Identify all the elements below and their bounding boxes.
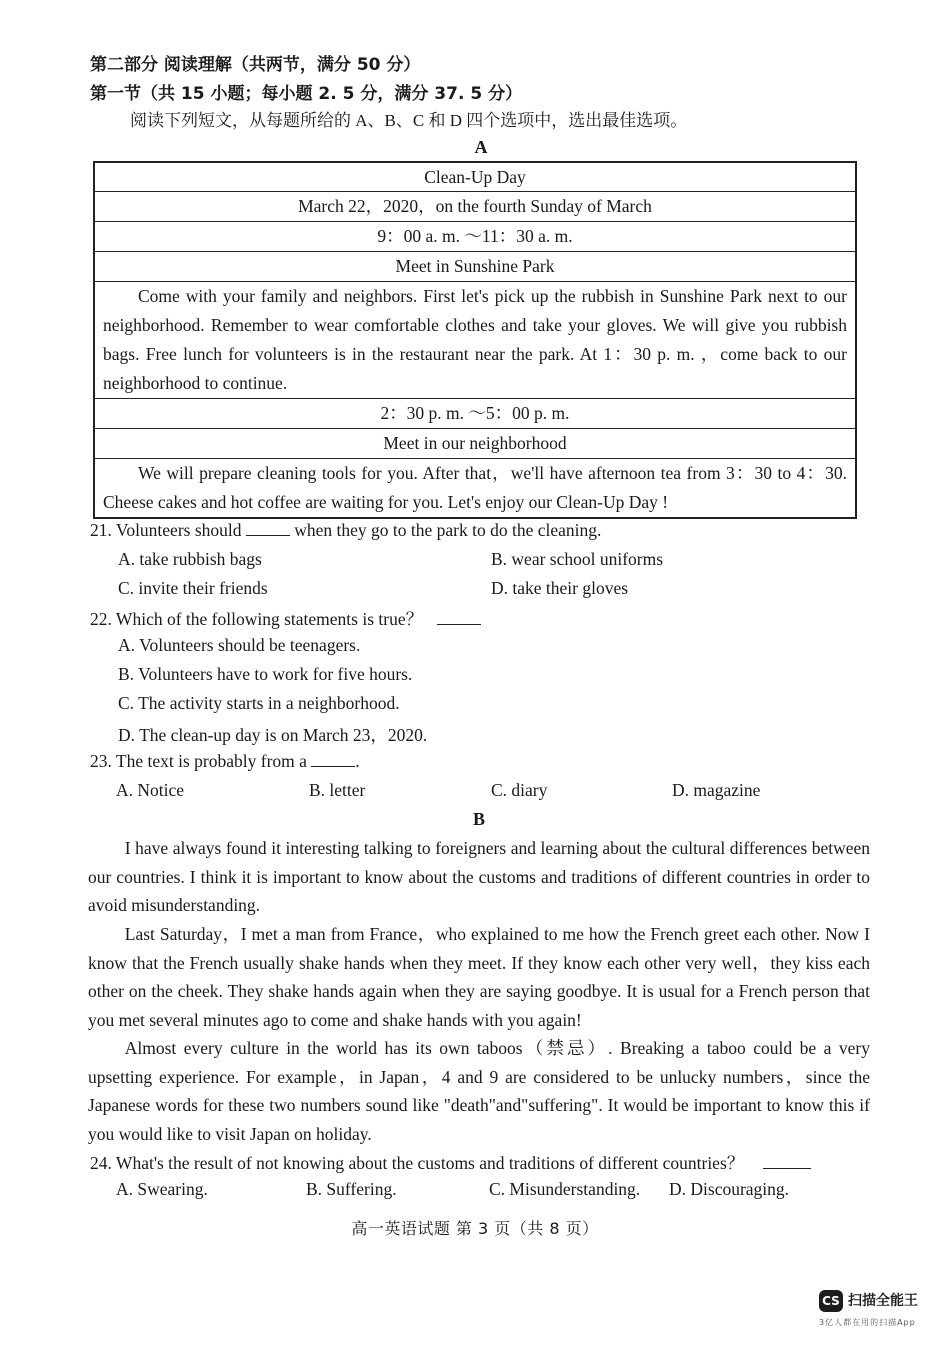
page-footer: 高一英语试题 第 3 页（共 8 页） bbox=[351, 1219, 599, 1238]
notice-morning-time: 9：00 a. m. ～11：30 a. m. bbox=[95, 222, 855, 252]
question-21-stem-start: 21. Volunteers should bbox=[90, 520, 242, 540]
scanner-app-name: 扫描全能王 bbox=[848, 1293, 918, 1309]
q24-option-b: B. Suffering. bbox=[306, 1179, 397, 1199]
notice-title: Clean-Up Day bbox=[95, 163, 855, 192]
notice-date: March 22，2020，on the fourth Sunday of March bbox=[95, 192, 855, 222]
scanner-watermark bbox=[819, 1288, 941, 1332]
scanner-logo-icon: CS bbox=[819, 1290, 843, 1312]
passage-a-label: A bbox=[474, 137, 488, 157]
q21-option-b: B. wear school uniforms bbox=[491, 549, 664, 569]
question-24 bbox=[90, 1150, 811, 1175]
notice-table bbox=[93, 161, 857, 519]
q24-option-a: A. Swearing. bbox=[116, 1179, 208, 1199]
part-title: 第二部分 阅读理解（共两节，满分 50 分） bbox=[90, 55, 421, 75]
question-22 bbox=[90, 606, 481, 631]
question-23-stem-start: 23. The text is probably from a bbox=[90, 751, 307, 771]
question-21 bbox=[90, 520, 601, 541]
q22-option-c: C. The activity starts in a neighborhood. bbox=[118, 693, 400, 713]
notice-morning-place: Meet in Sunshine Park bbox=[95, 252, 855, 282]
passage-b-paragraph-1: I have always found it interesting talking to foreigners and learning about the cultural differences between our countries. I think it is important to know about the customs and traditions of different countries in order to avoid misunderstanding. bbox=[88, 838, 870, 916]
q21-option-c: C. invite their friends bbox=[118, 578, 268, 598]
answer-blank bbox=[763, 1154, 811, 1169]
question-24-stem: 24. What's the result of not knowing about the customs and traditions of different countries？ bbox=[90, 1153, 745, 1173]
question-23 bbox=[90, 751, 360, 772]
q21-option-d: D. take their gloves bbox=[491, 578, 629, 598]
q22-option-a: A. Volunteers should be teenagers. bbox=[118, 635, 361, 655]
q23-option-d: D. magazine bbox=[672, 780, 761, 800]
question-23-stem-end: . bbox=[355, 751, 360, 771]
passage-b-paragraph-2: Last Saturday，I met a man from France，who explained to me how the French greet each other. Now I know that the French usually shake hands when they meet. If they know each other very well，they kiss each other on the cheek. They shake hands again when they are saying goodbye. It is usual for a French person that you met several minutes ago to come and shake hands with you again! bbox=[88, 924, 870, 1030]
notice-afternoon-text: We will prepare cleaning tools for you. After that，we'll have afternoon tea from 3：30 to 4：30. Cheese cakes and hot coffee are waiting for you. Let's enjoy our Clean-Up Day ! bbox=[103, 463, 847, 512]
answer-blank bbox=[437, 610, 481, 625]
notice-afternoon-place: Meet in our neighborhood bbox=[95, 429, 855, 459]
answer-blank bbox=[246, 521, 290, 536]
q23-option-c: C. diary bbox=[491, 780, 548, 800]
scanner-tagline: 3亿人都在用的扫描App bbox=[819, 1318, 916, 1327]
passage-b-label: B bbox=[472, 809, 485, 829]
q22-option-b: B. Volunteers have to work for five hours. bbox=[118, 664, 413, 684]
q23-option-b: B. letter bbox=[309, 780, 366, 800]
q22-option-d: D. The clean-up day is on March 23，2020. bbox=[118, 725, 428, 745]
q24-option-d: D. Discouraging. bbox=[669, 1179, 790, 1199]
q23-option-a: A. Notice bbox=[116, 780, 185, 800]
q24-option-c: C. Misunderstanding. bbox=[489, 1179, 641, 1199]
instruction-text: 阅读下列短文，从每题所给的 A、B、C 和 D 四个选项中，选出最佳选项。 bbox=[130, 111, 688, 130]
passage-b-paragraph-3: Almost every culture in the world has its own taboos（禁忌）. Breaking a taboo could be a very upsetting experience. For example，in Japan，4 and 9 are considered to be unlucky numbers，since the Japanese words for these two numbers sound like "death"and"suffering". It would be important to know this if you would like to visit Japan on holiday. bbox=[88, 1038, 870, 1144]
question-21-stem-end: when they go to the park to do the cleaning. bbox=[294, 520, 602, 540]
notice-afternoon-time: 2：30 p. m. ～5：00 p. m. bbox=[95, 399, 855, 429]
question-22-stem: 22. Which of the following statements is true？ bbox=[90, 609, 424, 629]
notice-morning-text: Come with your family and neighbors. First let's pick up the rubbish in Sunshine Park next to our neighborhood. Remember to wear comfortable clothes and take your gloves. We will give you rubbish bags. Free lunch for volunteers is in the restaurant near the park. At 1：30 p. m. ，come back to our neighborhood to continue. bbox=[95, 282, 855, 399]
q21-option-a: A. take rubbish bags bbox=[118, 549, 262, 569]
section-title: 第一节（共 15 小题；每小题 2. 5 分，满分 37. 5 分） bbox=[90, 84, 523, 104]
answer-blank bbox=[311, 752, 355, 767]
